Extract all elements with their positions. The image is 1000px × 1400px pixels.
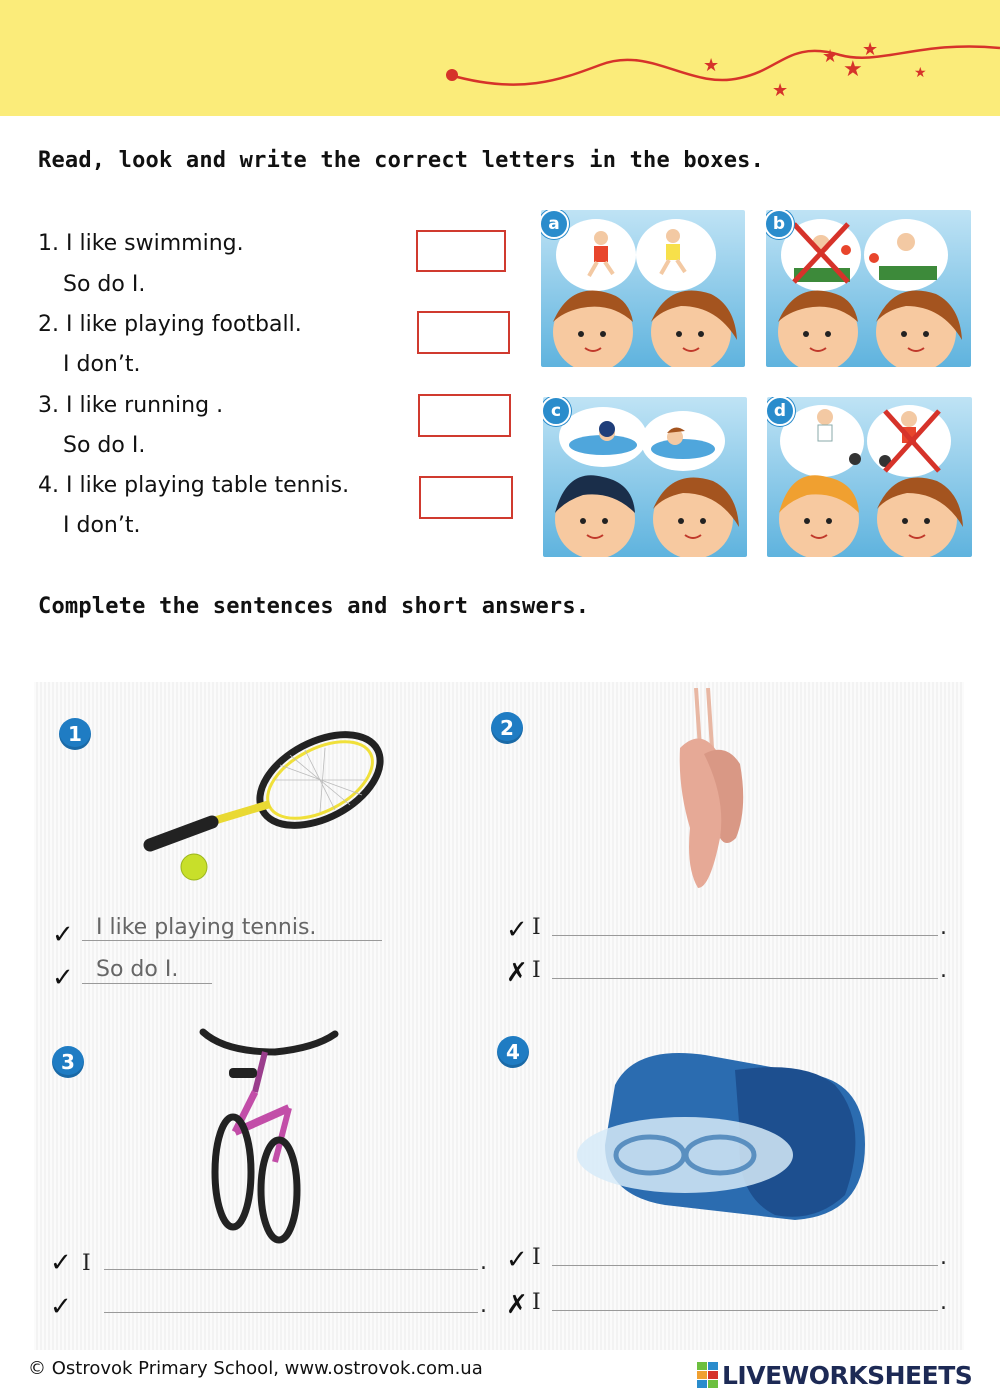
statement-4: 4. I like playing table tennis. bbox=[38, 473, 350, 498]
picture-a bbox=[541, 210, 745, 367]
reply-2: I don’t. bbox=[63, 352, 141, 377]
period-mark: . bbox=[940, 1290, 947, 1315]
picture-letter-a: a bbox=[541, 210, 569, 239]
exercise-number-1: 1 bbox=[59, 718, 91, 750]
picture-c bbox=[543, 397, 747, 557]
statement-3: 3. I like running . bbox=[38, 393, 224, 418]
cross-mark: ✗ bbox=[506, 958, 528, 988]
statement-1: 1. I like swimming. bbox=[38, 231, 244, 256]
instruction-task2: Complete the sentences and short answers. bbox=[38, 594, 590, 619]
answer-box-3[interactable] bbox=[418, 394, 511, 437]
liveworksheets-logo-icon bbox=[697, 1362, 719, 1390]
svg-text:★: ★ bbox=[703, 55, 720, 76]
picture-letter-d: d bbox=[767, 397, 795, 426]
liveworksheets-brand: LIVEWORKSHEETS bbox=[722, 1361, 973, 1390]
check-mark: ✓ bbox=[50, 1292, 72, 1322]
reply-4: I don’t. bbox=[63, 513, 141, 538]
picture-d bbox=[767, 397, 972, 557]
tennis-racket-icon bbox=[140, 730, 400, 894]
svg-text:★: ★ bbox=[862, 39, 879, 60]
period-mark: . bbox=[940, 958, 947, 983]
pronoun-label: I bbox=[532, 1290, 541, 1315]
stars-swirl-decoration bbox=[0, 0, 1000, 116]
check-mark: ✓ bbox=[50, 1248, 72, 1278]
picture-b bbox=[766, 210, 971, 367]
pronoun-label: I bbox=[532, 915, 541, 940]
pronoun-label: I bbox=[532, 958, 541, 983]
answer-box-1[interactable] bbox=[416, 230, 506, 272]
check-mark: ✓ bbox=[506, 1245, 528, 1275]
header-banner bbox=[0, 0, 1000, 116]
picture-letter-c: c bbox=[543, 397, 571, 426]
svg-text:★: ★ bbox=[822, 46, 839, 67]
reply-3: So do I. bbox=[63, 433, 146, 458]
towel-goggles-icon bbox=[575, 1045, 875, 1229]
written-answer: I like playing tennis. bbox=[96, 915, 317, 940]
exercise-number-4: 4 bbox=[497, 1036, 529, 1068]
answer-box-4[interactable] bbox=[419, 476, 513, 519]
written-answer: So do I. bbox=[96, 957, 179, 982]
statement-2: 2. I like playing football. bbox=[38, 312, 302, 337]
answer-line-2b[interactable] bbox=[552, 978, 938, 979]
check-mark: ✓ bbox=[52, 920, 74, 950]
cross-mark: ✗ bbox=[506, 1290, 528, 1320]
reply-1: So do I. bbox=[63, 272, 146, 297]
period-mark: . bbox=[480, 1293, 487, 1318]
picture-letter-b: b bbox=[766, 210, 794, 239]
answer-line-3a[interactable] bbox=[104, 1269, 478, 1270]
pronoun-label: I bbox=[532, 1245, 541, 1270]
ballet-shoes-icon bbox=[660, 688, 760, 902]
answer-line-4b[interactable] bbox=[552, 1310, 938, 1311]
check-mark: ✓ bbox=[506, 915, 528, 945]
check-mark: ✓ bbox=[52, 963, 74, 993]
pronoun-label: I bbox=[82, 1251, 91, 1276]
bicycle-icon bbox=[195, 1022, 345, 1251]
exercise-number-3: 3 bbox=[52, 1046, 84, 1078]
period-mark: . bbox=[940, 1245, 947, 1270]
period-mark: . bbox=[480, 1250, 487, 1275]
copyright-text: © Ostrovok Primary School, www.ostrovok.com.ua bbox=[28, 1358, 483, 1379]
answer-box-2[interactable] bbox=[417, 311, 510, 354]
period-mark: . bbox=[940, 915, 947, 940]
instruction-task1: Read, look and write the correct letters in the boxes. bbox=[38, 148, 765, 173]
answer-line-3b[interactable] bbox=[104, 1312, 478, 1313]
answer-line-4a[interactable] bbox=[552, 1265, 938, 1266]
svg-text:★: ★ bbox=[843, 57, 863, 82]
answer-line-2a[interactable] bbox=[552, 935, 938, 936]
answer-line bbox=[82, 983, 212, 984]
exercise-number-2: 2 bbox=[491, 712, 523, 744]
svg-text:★: ★ bbox=[772, 80, 789, 101]
answer-line bbox=[82, 940, 382, 941]
svg-text:★: ★ bbox=[914, 65, 927, 81]
